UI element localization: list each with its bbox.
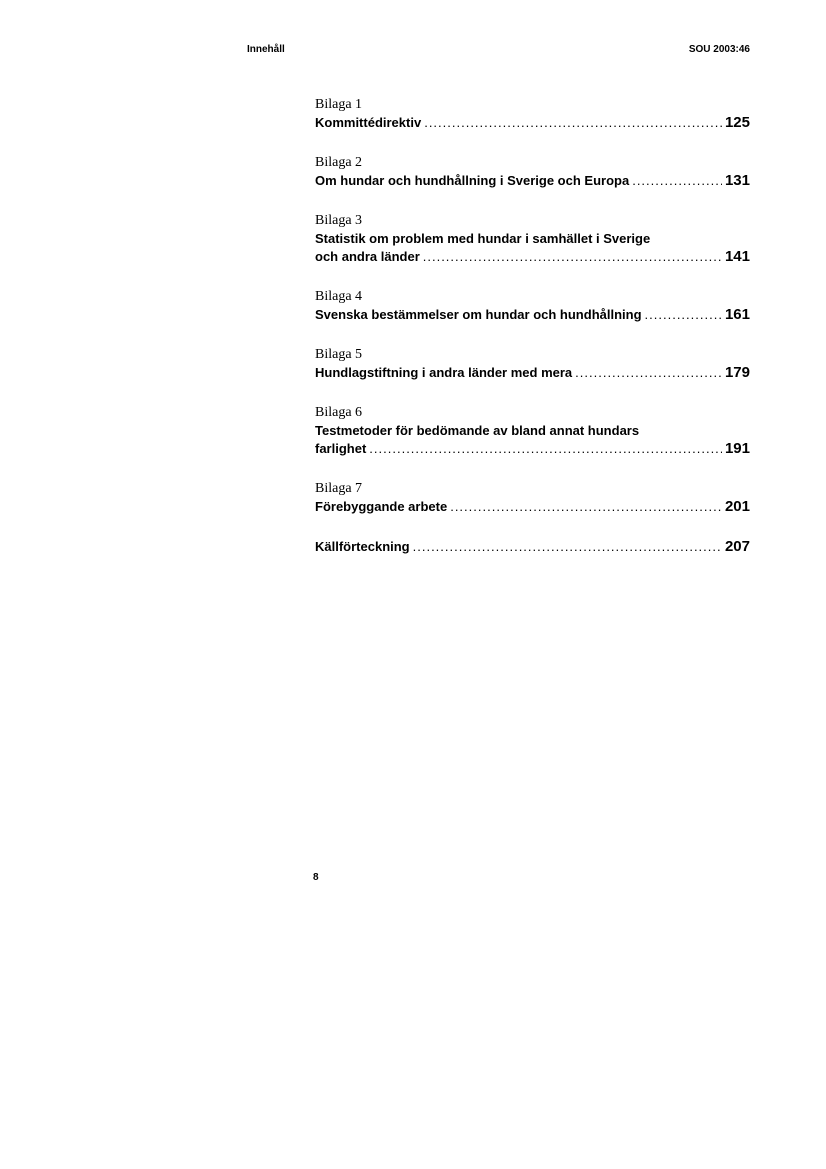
toc-entry-line — [315, 306, 750, 324]
toc-entry-kallforteckning[interactable] — [315, 538, 750, 556]
dot-leader — [424, 114, 722, 132]
toc-entry-page: 201 — [724, 498, 750, 515]
toc-entry-title: Hundlagstiftning i andra länder med mera — [315, 365, 573, 380]
toc-entry-line — [315, 364, 750, 382]
page-number: 8 — [313, 872, 319, 883]
toc-entry-label: Bilaga 7 — [315, 481, 363, 496]
toc-entry-line — [315, 498, 750, 516]
toc-entry-bilaga-1[interactable] — [315, 96, 750, 132]
toc-entry-title: farlighet — [315, 441, 367, 456]
dot-leader — [450, 498, 722, 516]
toc-entry-page: 125 — [724, 114, 750, 131]
toc-entry-label: Bilaga 3 — [315, 213, 363, 228]
toc-entry-bilaga-2[interactable] — [315, 154, 750, 190]
toc-entry-label: Bilaga 4 — [315, 289, 363, 304]
toc-entry-label: Bilaga 6 — [315, 405, 363, 420]
toc-entry-page: 191 — [724, 440, 750, 457]
header-section-title: Innehåll — [247, 44, 285, 55]
dot-leader — [632, 172, 722, 190]
toc-entry-line — [315, 114, 750, 132]
toc-entry-title-first-line: Testmetoder för bedömande av bland annat hundars — [315, 423, 640, 438]
table-of-contents — [315, 96, 750, 578]
toc-entry-bilaga-5[interactable] — [315, 346, 750, 382]
toc-entry-page: 131 — [724, 172, 750, 189]
toc-entry-title: Källförteckning — [315, 539, 410, 554]
toc-entry-bilaga-6[interactable] — [315, 404, 750, 458]
toc-entry-title-first-line: Statistik om problem med hundar i samhället i Sverige — [315, 231, 651, 246]
dot-leader — [423, 248, 722, 266]
toc-entry-line — [315, 172, 750, 190]
toc-entry-title: Svenska bestämmelser om hundar och hundhållning — [315, 307, 642, 322]
toc-entry-line — [315, 538, 750, 556]
dot-leader — [645, 306, 722, 324]
header-document-id: SOU 2003:46 — [688, 44, 750, 55]
toc-entry-bilaga-7[interactable] — [315, 480, 750, 516]
toc-entry-page: 161 — [724, 306, 750, 323]
toc-entry-bilaga-3[interactable] — [315, 212, 750, 266]
running-header — [247, 44, 750, 60]
toc-entry-label: Bilaga 1 — [315, 97, 363, 112]
dot-leader — [575, 364, 722, 382]
toc-entry-title: och andra länder — [315, 249, 420, 264]
toc-entry-page: 141 — [724, 248, 750, 265]
toc-entry-title: Förebyggande arbete — [315, 499, 448, 514]
toc-entry-page: 179 — [724, 364, 750, 381]
dot-leader — [369, 440, 722, 458]
dot-leader — [413, 538, 722, 556]
toc-entry-label: Bilaga 5 — [315, 347, 363, 362]
toc-entry-page: 207 — [724, 538, 750, 555]
toc-entry-label: Bilaga 2 — [315, 155, 363, 170]
toc-entry-bilaga-4[interactable] — [315, 288, 750, 324]
toc-entry-line — [315, 440, 750, 458]
toc-entry-title: Om hundar och hundhållning i Sverige och Europa — [315, 173, 630, 188]
toc-entry-line — [315, 248, 750, 266]
toc-entry-title: Kommittédirektiv — [315, 115, 422, 130]
